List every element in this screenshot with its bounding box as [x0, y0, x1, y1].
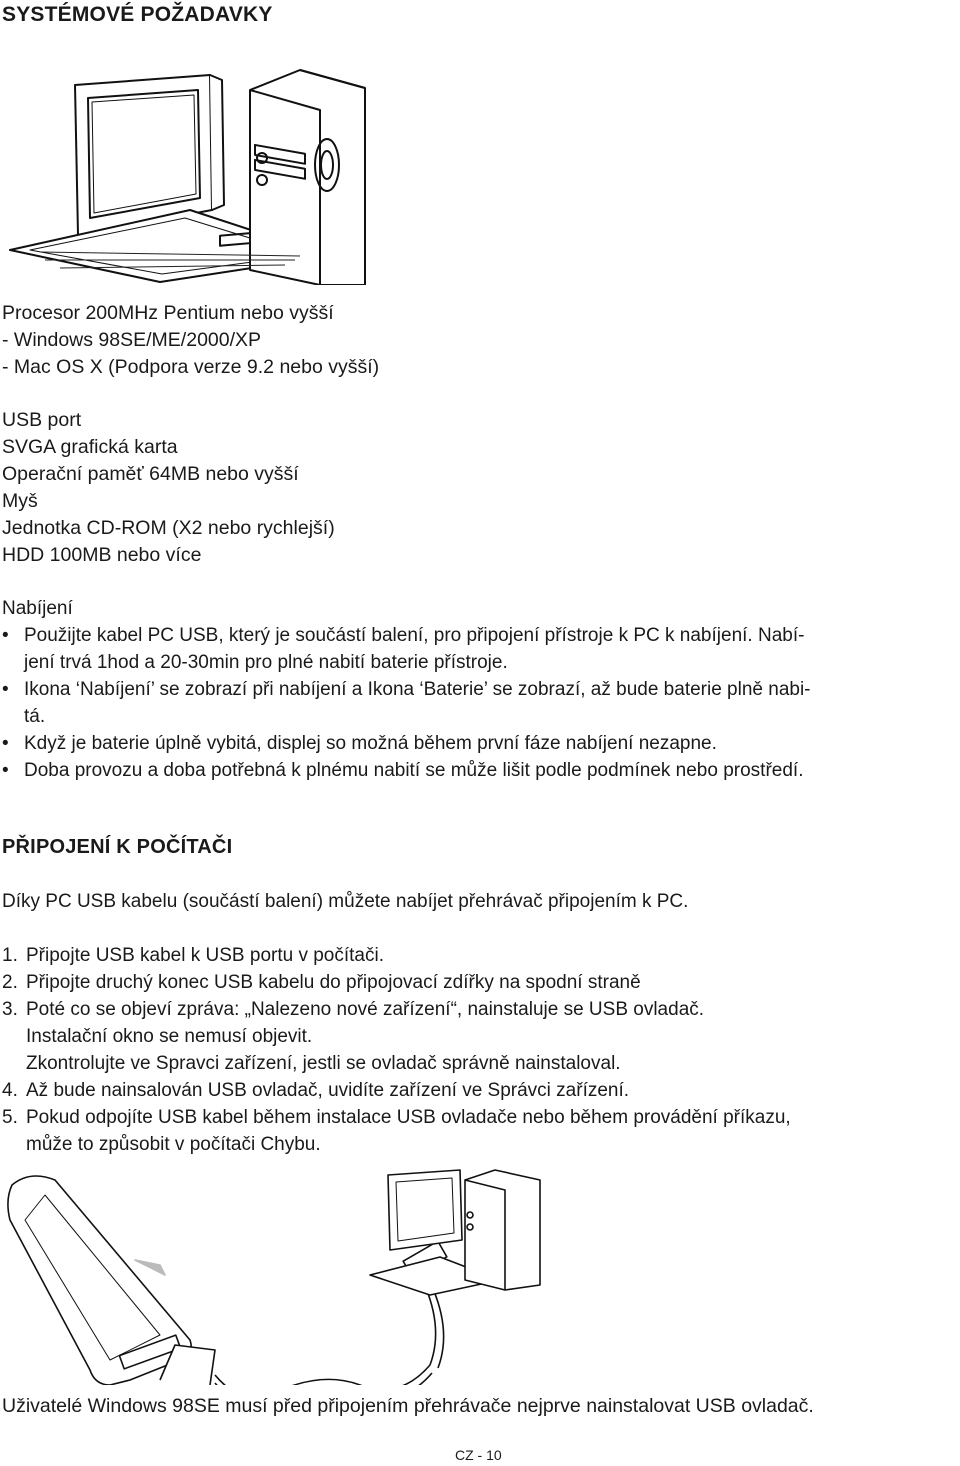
page-title: SYSTÉMOVÉ POŽADAVKY — [2, 3, 273, 26]
bullet-icon: • — [2, 679, 9, 700]
charging-bullet-1-line-1: Použijte kabel PC USB, který je součástí balení, pro připojení přístroje k PC k nabíjení. Nabí- — [24, 625, 805, 646]
page-number: CZ - 10 — [455, 1447, 502, 1463]
charging-bullet-1-line-2: jení trvá 1hod a 20-30min pro plné nabití baterie přístroje. — [24, 652, 508, 673]
usb-connection-illustration — [0, 1165, 560, 1385]
req-line-usb: USB port — [2, 409, 82, 431]
step-4 — [2, 1077, 630, 1104]
req-line-mouse: Myš — [2, 490, 38, 512]
step-4-number: 4. — [2, 1080, 18, 1101]
step-3-note-1: Instalační okno se nemusí objevit. — [26, 1026, 313, 1047]
step-3-note-2: Zkontrolujte ve Spravci zařízení, jestli se ovladač správně nainstaloval. — [26, 1053, 621, 1074]
req-line-windows: - Windows 98SE/ME/2000/XP — [2, 329, 262, 351]
charging-bullet-4-text: Doba provozu a doba potřebná k plnému nabití se může lišit podle podmínek nebo prostředí. — [24, 760, 804, 781]
step-5-continued: může to způsobit v počítači Chybu. — [26, 1134, 321, 1155]
bullet-icon: • — [2, 625, 9, 646]
step-3 — [2, 996, 705, 1023]
req-line-mac: - Mac OS X (Podpora verze 9.2 nebo vyšší) — [2, 356, 380, 378]
footer-note: Uživatelé Windows 98SE musí před připojením přehrávače nejprve nainstalovat USB ovladač. — [2, 1395, 814, 1417]
req-line-hdd: HDD 100MB nebo více — [2, 544, 202, 566]
desktop-computer-illustration — [0, 60, 370, 285]
step-2 — [2, 969, 641, 996]
step-3-text: Poté co se objeví zpráva: „Nalezeno nové zařízení“, nainstaluje se USB ovladač. — [26, 999, 705, 1020]
connect-intro: Díky PC USB kabelu (součástí balení) můžete nabíjet přehrávač připojením k PC. — [2, 891, 689, 912]
step-5-text: Pokud odpojíte USB kabel během instalace USB ovladače nebo během provádění příkazu, — [26, 1107, 791, 1128]
step-5 — [2, 1104, 791, 1131]
step-2-text: Připojte druchý konec USB kabelu do připojovací zdířky na spodní straně — [26, 972, 641, 993]
step-3-number: 3. — [2, 999, 18, 1020]
bullet-icon: • — [2, 733, 9, 754]
charging-bullet-3-text: Když je baterie úplně vybitá, displej so možná během první fáze nabíjení nezapne. — [24, 733, 717, 754]
charging-bullet-2-line-2: tá. — [24, 706, 46, 727]
req-line-cpu: Procesor 200MHz Pentium nebo vyšší — [2, 302, 334, 324]
step-5-number: 5. — [2, 1107, 18, 1128]
connect-title: PŘIPOJENÍ K POČÍTAČI — [2, 836, 233, 858]
req-line-cdrom: Jednotka CD-ROM (X2 nebo rychlejší) — [2, 517, 335, 539]
step-2-number: 2. — [2, 972, 18, 993]
charging-title: Nabíjení — [2, 598, 73, 619]
req-line-ram: Operační paměť 64MB nebo vyšší — [2, 463, 299, 485]
step-1-number: 1. — [2, 945, 18, 966]
step-1-text: Připojte USB kabel k USB portu v počítači. — [26, 945, 384, 966]
bullet-icon: • — [2, 760, 9, 781]
step-1 — [2, 942, 384, 969]
req-line-svga: SVGA grafická karta — [2, 436, 178, 458]
charging-bullet-2-line-1: Ikona ‘Nabíjení’ se zobrazí při nabíjení a Ikona ‘Baterie’ se zobrazí, až bude baterie plně nabi- — [24, 679, 811, 700]
step-4-text: Až bude nainsalován USB ovladač, uvidíte zařízení ve Správci zařízení. — [26, 1080, 630, 1101]
